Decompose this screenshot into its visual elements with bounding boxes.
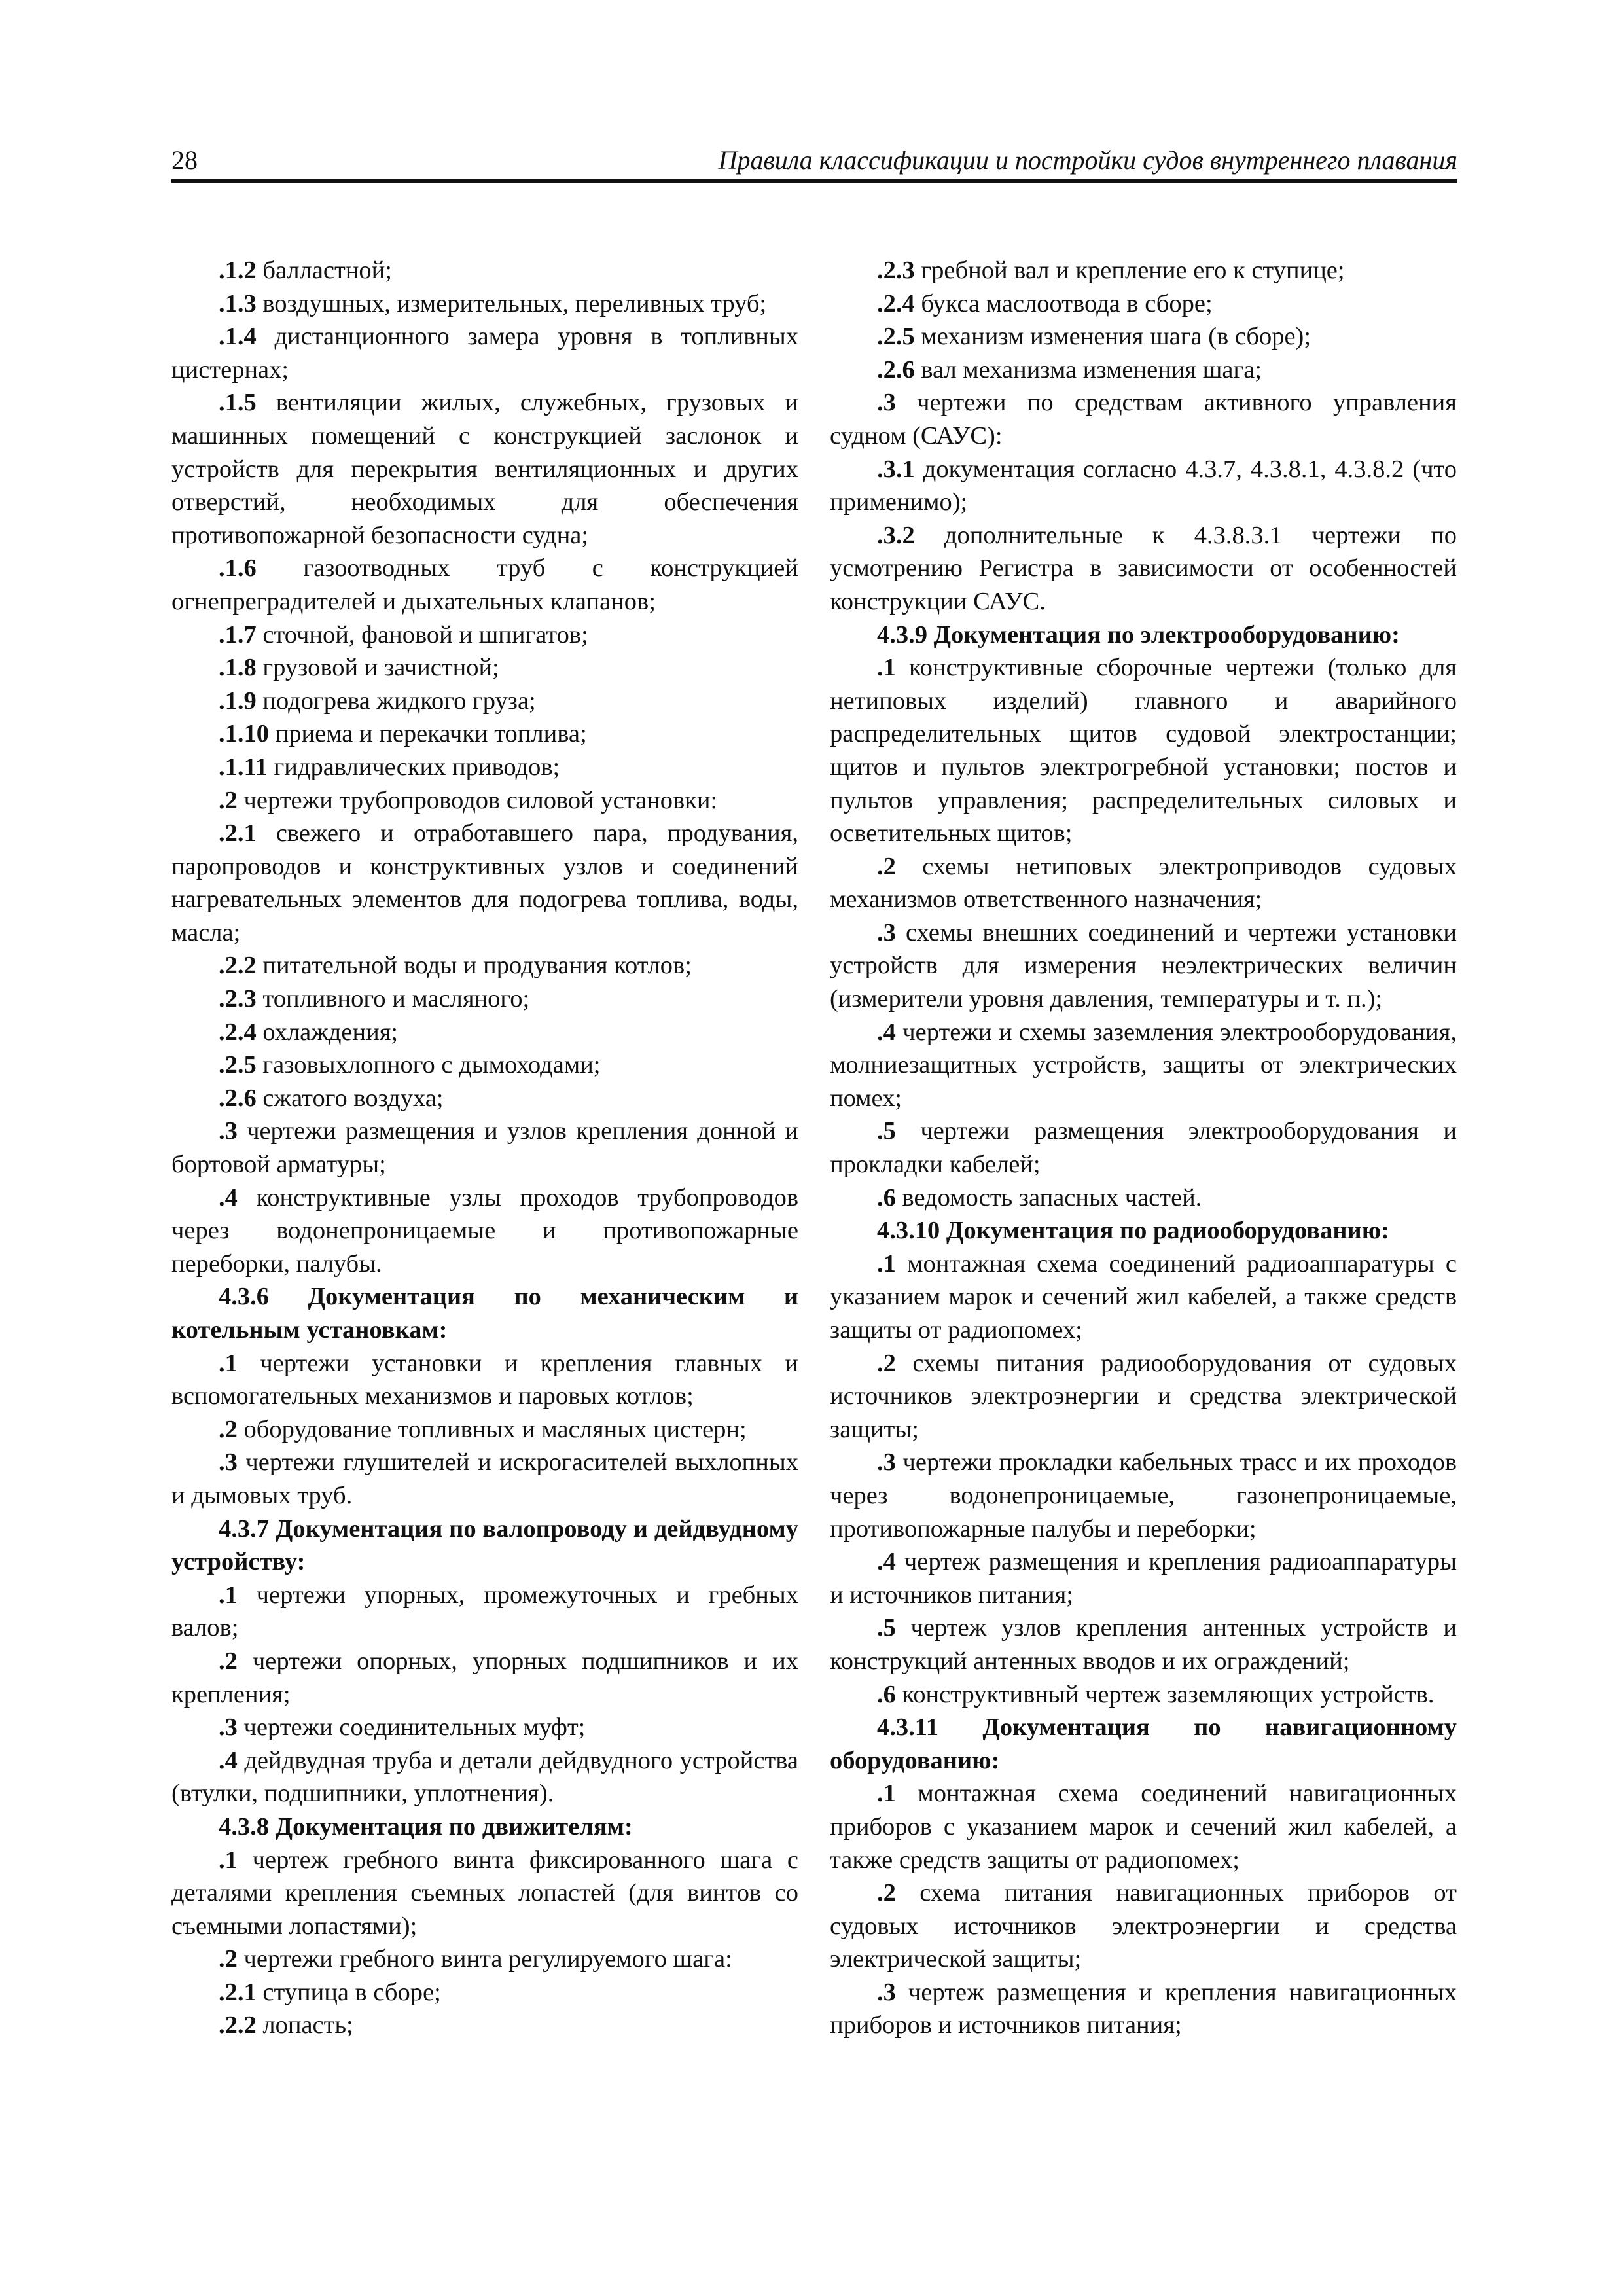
item-number: .1.11 [219,753,268,781]
item-number: .1 [219,1349,238,1377]
item-text: дейдвудная труба и детали дейдвудного устройства (втулки, подшипники, уплотнения). [171,1746,798,1808]
section-heading-text: 4.3.8 Документация по движителям: [219,1812,633,1840]
list-item [171,1976,798,2009]
item-text: чертежи размещения и узлов крепления донной и бортовой арматуры; [171,1117,798,1179]
item-text: ступица в сборе; [256,1978,441,2006]
section-heading [171,1280,798,1346]
section-heading [171,1513,798,1579]
left-column [171,254,798,2042]
list-item [171,1016,798,1049]
item-number: .1 [877,654,896,682]
list-item [171,1943,798,1976]
item-number: .3 [219,1117,238,1145]
item-text: приема и перекачки топлива; [269,720,587,748]
item-text: гидравлических приводов; [267,753,560,781]
item-number: .1.10 [219,720,269,748]
list-item [830,1678,1457,1712]
list-item [171,1049,798,1082]
item-text: вал механизма изменения шага; [914,355,1262,384]
right-column [830,254,1457,2042]
list-item [830,1247,1457,1347]
page-header [171,143,1457,183]
item-text: чертежи и схемы заземления электрооборудования, молниезащитных устройств, защиты от электрических помех; [830,1018,1457,1112]
item-number: .3.2 [877,521,915,549]
item-text: вентиляции жилых, служебных, грузовых и машинных помещений с конструкцией заслонок и устройств для перекрытия вентиляционных и других отверстий, необходимых для обеспечения противопожарной безопасности судна; [171,389,798,549]
item-text: дополнительные к 4.3.8.3.1 чертежи по усмотрению Регистра в зависимости от особенностей конструкции САУС. [830,521,1457,615]
list-item [830,1777,1457,1876]
list-item [171,320,798,386]
list-item [830,287,1457,321]
item-number: .2 [877,1349,896,1377]
item-text: чертежи гребного винта регулируемого шага: [237,1945,732,1973]
item-text: конструктивные сборочные чертежи (только для нетиповых изделий) главного и аварийного распределительных щитов судовой электростанции; щитов и пультов электрогребной установки; постов и пультов управления; распределительных силовых и осветительных щитов; [830,654,1457,848]
page-number: 28 [171,145,198,175]
section-heading-text: 4.3.11 Документация по навигационному оборудованию: [830,1713,1457,1774]
list-item [171,751,798,784]
item-number: .3 [877,1448,896,1477]
list-item [171,685,798,718]
section-heading [830,1711,1457,1777]
item-text: чертеж узлов крепления антенных устройств и конструкций антенных вводов и их ограждений; [830,1614,1457,1675]
item-text: грузовой и зачистной; [256,654,499,682]
item-number: .2 [877,852,896,880]
item-number: .6 [877,1680,896,1708]
item-number: .5 [877,1614,896,1642]
list-item [171,1711,798,1744]
item-number: .1.5 [219,389,257,417]
item-text: чертежи опорных, упорных подшипников и их крепления; [171,1647,798,1708]
item-number: .1.6 [219,554,257,583]
list-item [830,1876,1457,1976]
list-item [171,717,798,751]
item-text: дистанционного замера уровня в топливных цистернах; [171,323,798,384]
item-number: .2.2 [219,2011,257,2039]
item-text: конструктивные узлы проходов трубопроводов через водонепроницаемые и противопожарные переборки, палубы. [171,1183,798,1278]
item-text: чертежи глушителей и искрогасителей выхлопных и дымовых труб. [171,1448,798,1509]
section-heading [830,619,1457,652]
item-number: .3 [877,1978,896,2006]
item-text: схема питания навигационных приборов от судовых источников электроэнергии и средства электрической защиты; [830,1879,1457,1973]
item-number: .2 [219,1945,238,1973]
item-number: .2.5 [219,1051,257,1079]
list-item [171,1744,798,1810]
list-item [171,619,798,652]
item-text: букса маслоотвода в сборе; [914,289,1213,317]
list-item [830,1347,1457,1446]
list-item [171,287,798,321]
item-text: питательной воды и продувания котлов; [256,952,692,980]
list-item [830,1016,1457,1115]
list-item [830,519,1457,619]
item-text: чертеж гребного винта фиксированного шага с деталями крепления съемных лопастей (для винтов со съемными лопастями); [171,1846,798,1940]
list-item [171,949,798,982]
item-text: гребной вал и крепление его к ступице; [914,257,1345,284]
list-item [830,850,1457,916]
item-text: конструктивный чертеж заземляющих устройств. [895,1680,1435,1708]
item-number: .2.1 [219,819,257,848]
item-number: .2.6 [877,355,915,384]
item-text: воздушных, измерительных, переливных труб; [256,289,767,317]
item-text: газоотводных труб с конструкцией огнепреградителей и дыхательных клапанов; [171,554,798,615]
list-item [830,386,1457,452]
item-text: охлаждения; [256,1018,399,1046]
section-heading-text: 4.3.10 Документация по радиооборудованию: [877,1217,1389,1245]
item-number: .2.3 [219,985,257,1013]
section-heading [830,1214,1457,1247]
list-item [830,320,1457,353]
item-number: .3 [877,918,896,946]
item-number: .1.8 [219,654,257,682]
list-item [171,784,798,817]
item-text: схемы внешних соединений и чертежи установки устройств для измерения неэлектрических величин (измерители уровня давления, температуры и т. п.); [830,918,1457,1013]
list-item [171,817,798,949]
list-item [171,651,798,685]
list-item [830,1446,1457,1545]
list-item [830,1976,1457,2042]
item-text: чертежи по средствам активного управления судном (САУС): [830,389,1457,450]
section-heading-text: 4.3.6 Документация по механическим и котельным установкам: [171,1283,798,1344]
item-number: .2.2 [219,952,257,980]
item-text: газовыхлопного с дымоходами; [256,1051,601,1079]
item-text: чертежи прокладки кабельных трасс и их проходов через водонепроницаемые, газонепроницаемые, противопожарные палубы и переборки; [830,1448,1457,1543]
item-number: .1.2 [219,257,257,284]
list-item [830,1181,1457,1215]
list-item [830,1115,1457,1181]
item-text: сжатого воздуха; [256,1084,444,1112]
item-number: .4 [877,1018,896,1046]
item-text: схемы питания радиооборудования от судовых источников электроэнергии и средства электрической защиты; [830,1349,1457,1443]
item-number: .2 [219,786,238,814]
item-number: .1.7 [219,620,257,649]
item-number: .4 [877,1548,896,1576]
item-number: .3 [219,1713,238,1742]
item-text: чертежи упорных, промежуточных и гребных валов; [171,1581,798,1642]
item-number: .2.4 [877,289,915,317]
list-item [830,254,1457,287]
item-text: чертежи соединительных муфт; [237,1713,586,1742]
list-item [830,1611,1457,1677]
item-text: оборудование топливных и масляных цистерн; [237,1415,747,1443]
item-number: .2.6 [219,1084,257,1112]
list-item [171,1579,798,1645]
list-item [171,1082,798,1115]
item-number: .6 [877,1183,896,1211]
section-heading [171,1810,798,1844]
item-number: .2.4 [219,1018,257,1046]
item-number: .1 [877,1249,896,1278]
item-number: .1 [219,1581,238,1609]
item-text: чертежи размещения электрооборудования и прокладки кабелей; [830,1117,1457,1179]
list-item [830,916,1457,1016]
section-heading-text: 4.3.7 Документация по валопроводу и дейдвудному устройству: [171,1515,798,1576]
list-item [171,1181,798,1281]
list-item [830,651,1457,850]
item-number: .2 [877,1879,896,1907]
list-item [171,1413,798,1446]
item-number: .5 [877,1117,896,1145]
item-number: .2.3 [877,257,915,284]
item-text: монтажная схема соединений навигационных приборов с указанием марок и сечений жил кабелей, а также средств защиты от радиопомех; [830,1780,1457,1874]
item-number: .2 [219,1647,238,1675]
item-number: .2.1 [219,1978,257,2006]
list-item [171,386,798,552]
item-text: схемы нетиповых электроприводов судовых механизмов ответственного назначения; [830,852,1457,914]
list-item [171,1115,798,1181]
item-text: балластной; [256,257,392,284]
list-item [171,2009,798,2042]
list-item [830,1545,1457,1611]
item-text: свежего и отработавшего пара, продувания, паропроводов и конструктивных узлов и соединений нагревательных элементов для подогрева топлива, воды, масла; [171,819,798,946]
list-item [171,1446,798,1512]
list-item [171,1844,798,1943]
item-text: чертежи трубопроводов силовой установки: [237,786,718,814]
item-number: .2.5 [877,323,915,351]
item-text: монтажная схема соединений радиоаппаратуры с указанием марок и сечений жил кабелей, а также средств защиты от радиопомех; [830,1249,1457,1344]
item-text: лопасть; [256,2011,353,2039]
item-text: сточной, фановой и шпигатов; [256,620,588,649]
item-number: .1.9 [219,687,257,715]
item-text: ведомость запасных частей. [895,1183,1202,1211]
list-item [830,353,1457,387]
list-item [171,982,798,1016]
item-text: документация согласно 4.3.7, 4.3.8.1, 4.3.8.2 (что применимо); [830,455,1457,516]
running-title: Правила классификации и постройки судов внутреннего плавания [718,145,1457,175]
item-number: .2 [219,1415,238,1443]
item-number: .1.3 [219,289,257,317]
item-text: механизм изменения шага (в сборе); [914,323,1311,351]
list-item [171,1645,798,1711]
list-item [171,552,798,618]
item-number: .1 [219,1846,238,1874]
list-item [171,254,798,287]
item-number: .4 [219,1183,238,1211]
item-number: .1 [877,1780,896,1808]
item-text: чертеж размещения и крепления навигационных приборов и источников питания; [830,1978,1457,2039]
item-text: чертеж размещения и крепления радиоаппаратуры и источников питания; [830,1548,1457,1609]
item-number: .3 [877,389,896,417]
item-number: .1.4 [219,323,257,351]
list-item [830,453,1457,519]
item-number: .4 [219,1746,238,1774]
list-item [171,1347,798,1413]
item-text: подогрева жидкого груза; [256,687,536,715]
section-heading-text: 4.3.9 Документация по электрооборудованию: [877,620,1400,649]
item-text: топливного и масляного; [256,985,530,1013]
item-number: .3.1 [877,455,915,483]
item-text: чертежи установки и крепления главных и вспомогательных механизмов и паровых котлов; [171,1349,798,1410]
item-number: .3 [219,1448,238,1477]
